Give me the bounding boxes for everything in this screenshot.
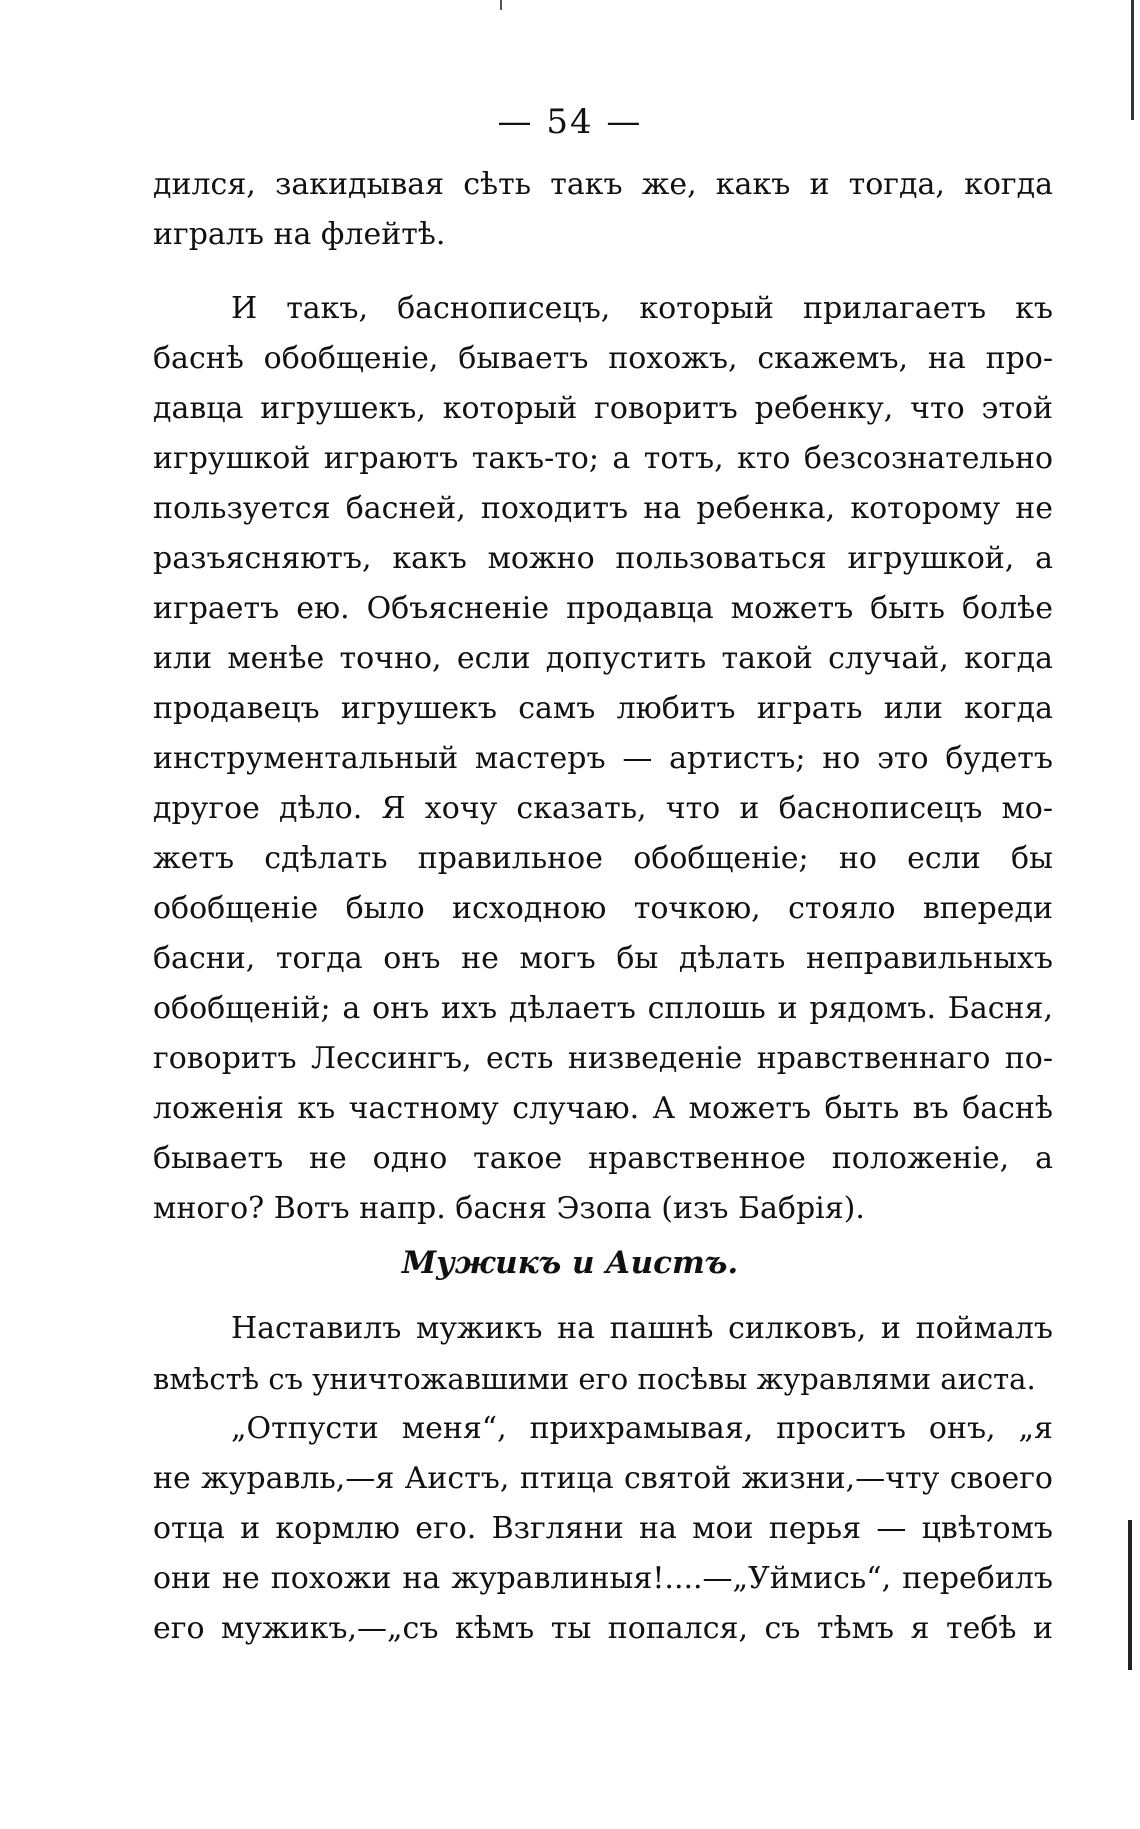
page-number: — 54 — — [497, 102, 643, 142]
text-line: его мужикъ,—„съ кѣмъ ты попался, съ тѣмъ я тебѣ и — [153, 1611, 1053, 1646]
text-line: игрушкой играютъ такъ-то; а тотъ, кто безсознательно — [153, 441, 1053, 476]
text-line: баснѣ обобщеніе, бываетъ похожъ, скажемъ, на про- — [153, 341, 1053, 376]
text-line: они не похожи на журавлиныя!....—„Уймись“, перебилъ — [153, 1561, 1053, 1596]
text-line: отца и кормлю его. Взгляни на мои перья — цвѣтомъ — [153, 1511, 1053, 1546]
text-line: инструментальный мастеръ — артистъ; но это будетъ — [153, 741, 1053, 776]
scan-mark — [500, 0, 502, 10]
text-line: жетъ сдѣлать правильное обобщеніе; но если бы — [153, 841, 1053, 876]
text-line: обобщеній; а онъ ихъ дѣлаетъ сплошь и рядомъ. Басня, — [153, 991, 1053, 1026]
text-line: говоритъ Лессингъ, есть низведеніе нравственнаго по- — [153, 1041, 1053, 1076]
text-line: „Отпусти меня“, прихрамывая, проситъ онъ, „я — [231, 1411, 1053, 1446]
text-line: игралъ на флейтѣ. — [153, 217, 446, 252]
text-line: много? Вотъ напр. басня Эзопа (изъ Бабрія). — [153, 1191, 865, 1226]
text-line: бываетъ не одно такое нравственное положеніе, а — [153, 1141, 1053, 1176]
paragraph-fabulist — [153, 284, 1053, 1234]
text-line: продавецъ игрушекъ самъ любитъ играть или когда — [153, 691, 1053, 726]
text-line: не журавль,—я Аистъ, птица святой жизни,—чту своего — [153, 1461, 1053, 1496]
text-line: дился, закидывая сѣть такъ же, какъ и тогда, когда — [153, 167, 1053, 202]
text-line: ложенія къ частному случаю. А можетъ быть въ баснѣ — [153, 1091, 1053, 1126]
text-line: вмѣстѣ съ уничтожавшими его посѣвы журавлями аиста. — [153, 1362, 1036, 1396]
text-line: играетъ ею. Объясненіе продавца можетъ быть болѣе — [153, 591, 1053, 626]
text-line: обобщеніе было исходною точкою, стояло впереди — [153, 891, 1053, 926]
fable-title: Мужикъ и Аистъ. — [401, 1245, 739, 1281]
text-line: И такъ, баснописецъ, который прилагаетъ къ — [231, 291, 1053, 326]
text-line: или менѣе точно, если допустить такой случай, когда — [153, 641, 1053, 676]
paragraph-fable-dialogue — [153, 1404, 1053, 1654]
scan-edge — [1128, 1520, 1132, 1670]
text-line: Наставилъ мужикъ на пашнѣ силковъ, и поймалъ — [231, 1311, 1053, 1346]
text-line: пользуется басней, походитъ на ребенка, которому не — [153, 491, 1053, 526]
text-line: разъясняютъ, какъ можно пользоваться игрушкой, а — [153, 541, 1053, 576]
text-line: давца игрушекъ, который говоритъ ребенку, что этой — [153, 391, 1053, 426]
paragraph-fable-intro — [153, 1304, 1053, 1404]
text-line: другое дѣло. Я хочу сказать, что и баснописецъ мо- — [153, 791, 1053, 826]
text-line: басни, тогда онъ не могъ бы дѣлать неправильныхъ — [153, 941, 1053, 976]
paragraph-continuation — [153, 160, 1053, 260]
